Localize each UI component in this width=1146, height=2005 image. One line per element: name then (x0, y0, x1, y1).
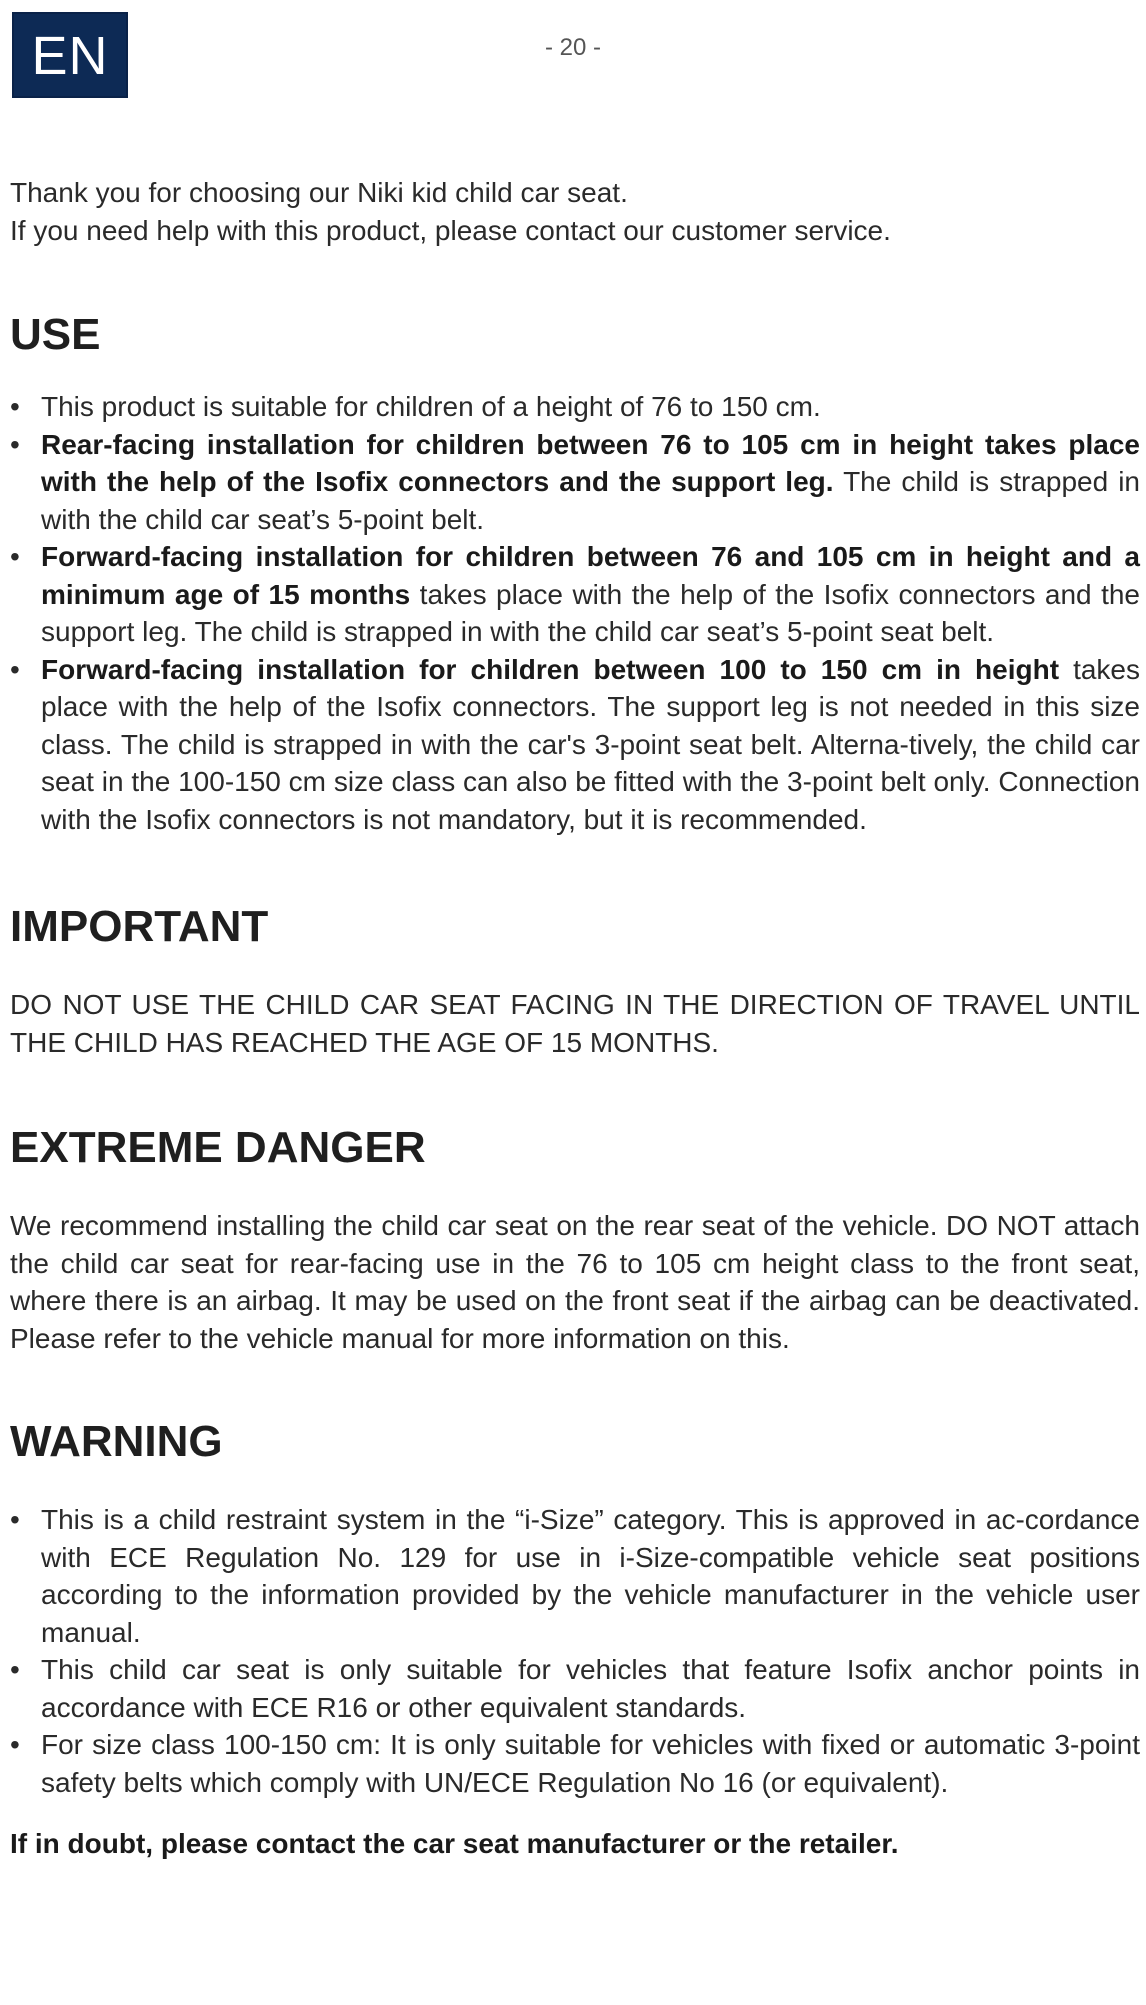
list-item (10, 388, 1140, 426)
section-title-extreme-danger: EXTREME DANGER (10, 1123, 426, 1172)
list-item-text: This product is suitable for children of a height of 76 to 150 cm. (41, 391, 821, 422)
use-list (10, 388, 1140, 838)
page-number: - 20 - (544, 34, 601, 61)
section-title-important: IMPORTANT (10, 902, 269, 951)
bullet-icon: • (10, 541, 20, 572)
list-item (10, 651, 1140, 839)
warning-list (10, 1501, 1140, 1801)
list-item (10, 1726, 1140, 1801)
list-item-text: takes place with the help of the Isofix connectors and the support leg. The child is strapped in with the child car seat’s 5-point seat belt. (41, 578, 1140, 647)
bullet-icon: • (10, 391, 20, 422)
list-item (10, 538, 1140, 651)
list-item-text: takes place with the help of the Isofix connectors. The support leg is not needed in this size class. The child is strapped in with the car's 3-point seat belt. Alterna-tively, the child car seat in the 100-150 cm size class can also be fitted with the 3-point belt only. Connection with the Isofix connectors is not mandatory, but it is recommended. (41, 653, 1141, 835)
extreme-danger-text: We recommend installing the child car seat on the rear seat of the vehicle. DO NOT attach the child car seat for rear-facing use in the 76 to 105 cm height class to the front seat, where there is an airbag. It may be used on the front seat if the airbag can be deactivated. Please refer to the vehicle manual for more information on this. (10, 1210, 1140, 1354)
list-item-bold: Forward-facing installation for children between 100 to 150 cm in height (41, 653, 1060, 685)
list-item-text: This child car seat is only suitable for vehicles that feature Isofix anchor points in accordance with ECE R16 or other equivalent standards. (41, 1654, 1140, 1723)
list-item-bold: Rear-facing installation for children between 76 to 105 cm in height takes place with the help of the Isofix connectors and the support leg. (41, 428, 1140, 497)
section-title-use: USE (10, 310, 101, 359)
section-title-warning: WARNING (10, 1417, 223, 1466)
list-item (10, 426, 1140, 539)
closing-note: If in doubt, please contact the car seat manufacturer or the retailer. (10, 1828, 899, 1859)
document-body (10, 174, 1140, 1863)
list-item-text: For size class 100-150 cm: It is only suitable for vehicles with fixed or automatic 3-point safety belts which comply with UN/ECE Regulation No 16 (or equivalent). (41, 1729, 1140, 1798)
list-item-text: The child is strapped in with the child car seat’s 5-point belt. (41, 466, 1140, 535)
language-badge: EN (12, 12, 128, 98)
important-text: DO NOT USE THE CHILD CAR SEAT FACING IN THE DIRECTION OF TRAVEL UNTIL THE CHILD HAS REACHED THE AGE OF 15 MONTHS. (10, 989, 1140, 1058)
bullet-icon: • (10, 1654, 20, 1685)
bullet-icon: • (10, 1504, 20, 1535)
list-item (10, 1501, 1140, 1651)
bullet-icon: • (10, 1729, 20, 1760)
intro-help: If you need help with this product, please contact our customer service. (10, 215, 891, 246)
list-item (10, 1651, 1140, 1726)
bullet-icon: • (10, 428, 20, 460)
bullet-icon: • (10, 653, 20, 685)
intro-thanks: Thank you for choosing our Niki kid child car seat. (10, 177, 628, 208)
list-item-text: This is a child restraint system in the “i-Size” category. This is approved in ac-cordance with ECE Regulation No. 129 for use in i-Size-compatible vehicle seat positions according to the information provided by the vehicle manufacturer in the vehicle user manual. (41, 1504, 1140, 1648)
list-item-bold: Forward-facing installation for children between 76 and 105 cm in height and a minimum age of 15 months (41, 541, 1140, 610)
